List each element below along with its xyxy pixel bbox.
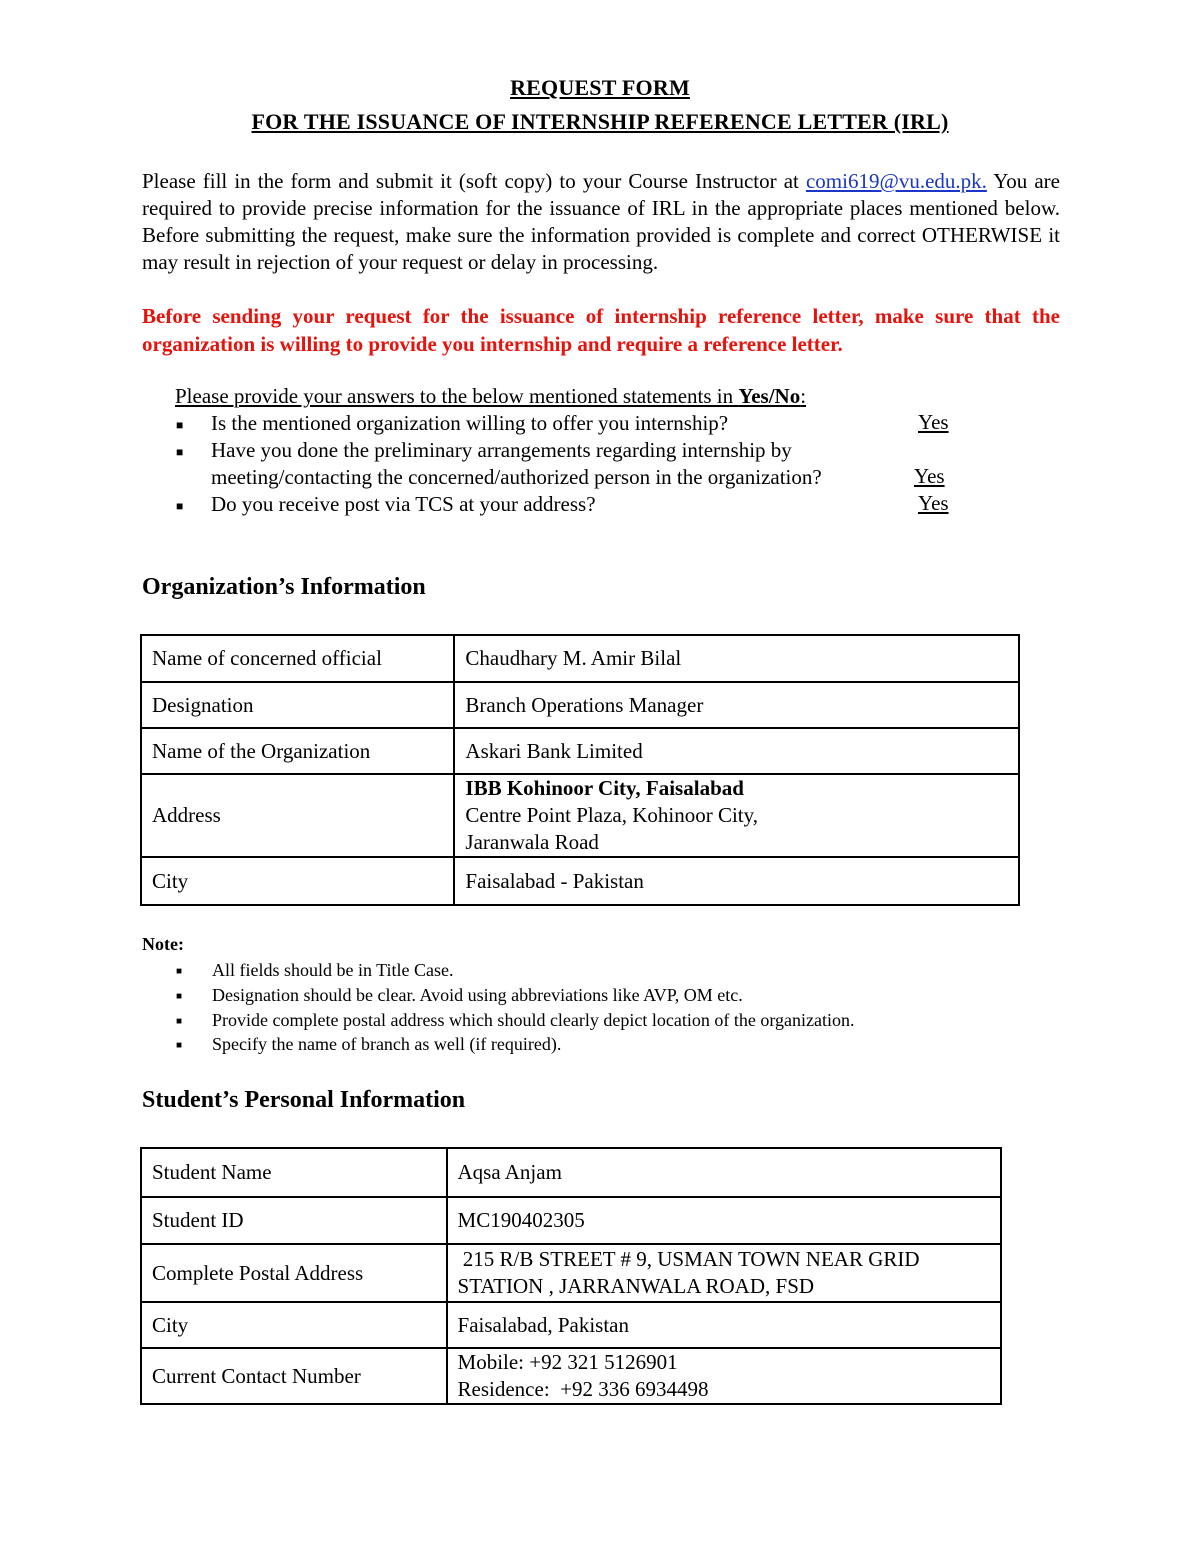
answer-1: Yes — [918, 410, 949, 434]
question-1: Is the mentioned organization willing to offer you internship? — [211, 411, 729, 435]
student-city-value: Faisalabad, Pakistan — [447, 1302, 1001, 1348]
official-label: Name of concerned official — [141, 635, 454, 682]
table-row — [141, 774, 1019, 857]
table-row — [141, 1148, 1001, 1197]
table-row — [141, 1244, 1001, 1302]
questions-heading: Please provide your answers to the below mentioned statements in Yes/No: — [175, 384, 807, 408]
question-2-line1: Have you done the preliminary arrangements regarding internship by — [211, 438, 792, 462]
table-row — [141, 728, 1019, 774]
note-item: All fields should be in Title Case. — [212, 960, 454, 980]
bullet-icon: ■ — [176, 445, 184, 459]
designation-label: Designation — [141, 682, 454, 728]
form-title: REQUEST FORM — [510, 75, 690, 100]
address-line: Centre Point Plaza, Kohinoor City, — [465, 803, 759, 827]
address-branch: IBB Kohinoor City, Faisalabad — [465, 776, 744, 800]
student-table — [140, 1147, 1002, 1405]
contact-label: Current Contact Number — [141, 1348, 447, 1404]
postal-address-value — [447, 1244, 1001, 1302]
answer-3: Yes — [918, 491, 949, 515]
bullet-icon: ■ — [176, 1040, 183, 1051]
contact-value — [447, 1348, 1001, 1404]
question-3: Do you receive post via TCS at your address? — [211, 492, 596, 516]
student-id-value: MC190402305 — [447, 1197, 1001, 1244]
form-subtitle: FOR THE ISSUANCE OF INTERNSHIP REFERENCE LETTER (IRL) — [251, 109, 949, 134]
student-heading: Student’s Personal Information — [142, 1087, 466, 1113]
note-item: Provide complete postal address which should clearly depict location of the organization. — [212, 1010, 855, 1030]
table-row — [141, 857, 1019, 905]
question-2-line2: meeting/contacting the concerned/authorized person in the organization? — [211, 465, 822, 489]
bullet-icon: ■ — [176, 1016, 183, 1027]
postal-address-label: Complete Postal Address — [141, 1244, 447, 1302]
bullet-icon: ■ — [176, 418, 184, 432]
postal-address-line: STATION , JARRANWALA ROAD, FSD — [457, 1274, 815, 1298]
residence-number: Residence: +92 336 6934498 — [457, 1377, 709, 1401]
organization-name-label: Name of the Organization — [141, 728, 454, 774]
official-value: Chaudhary M. Amir Bilal — [454, 635, 1019, 682]
org-city-label: City — [141, 857, 454, 905]
student-name-value: Aqsa Anjam — [447, 1148, 1001, 1197]
note-item: Designation should be clear. Avoid using abbreviations like AVP, OM etc. — [212, 985, 743, 1005]
note-item: Specify the name of branch as well (if required). — [212, 1034, 562, 1054]
note-heading: Note: — [142, 934, 184, 954]
table-row — [141, 635, 1019, 682]
bullet-icon: ■ — [176, 966, 183, 977]
student-city-label: City — [141, 1302, 447, 1348]
instructor-email-link[interactable]: comi619@vu.edu.pk. — [805, 169, 987, 193]
intro-paragraph — [142, 168, 1060, 276]
table-row — [141, 1348, 1001, 1404]
address-value — [454, 774, 1019, 857]
bullet-icon: ■ — [176, 991, 183, 1002]
intro-text-start: Please fill in the form and submit it (soft copy) to your Course Instructor at — [142, 169, 806, 193]
postal-address-line: 215 R/B STREET # 9, USMAN TOWN NEAR GRID — [457, 1247, 920, 1271]
answer-2: Yes — [914, 464, 945, 488]
address-label: Address — [141, 774, 454, 857]
designation-value: Branch Operations Manager — [454, 682, 1019, 728]
table-row — [141, 682, 1019, 728]
student-id-label: Student ID — [141, 1197, 447, 1244]
organization-name-value: Askari Bank Limited — [454, 728, 1019, 774]
organization-table — [140, 634, 1020, 906]
student-name-label: Student Name — [141, 1148, 447, 1197]
bullet-icon: ■ — [176, 499, 184, 513]
address-line: Jaranwala Road — [465, 830, 599, 854]
org-city-value: Faisalabad - Pakistan — [454, 857, 1019, 905]
organization-heading: Organization’s Information — [142, 574, 426, 600]
table-row — [141, 1197, 1001, 1244]
table-row — [141, 1302, 1001, 1348]
intro-text-end: You are required to provide precise information for the issuance of IRL in the appropriate places mentioned below. Before submitting the request, make sure the information provided is complete and correct OTHERWISE it may result in rejection of your request or delay in processing. — [142, 169, 1061, 274]
warning-paragraph: Before sending your request for the issuance of internship reference letter, make sure that the organization is willing to provide you internship and require a reference letter. — [142, 304, 1060, 356]
mobile-number: Mobile: +92 321 5126901 — [457, 1350, 678, 1374]
